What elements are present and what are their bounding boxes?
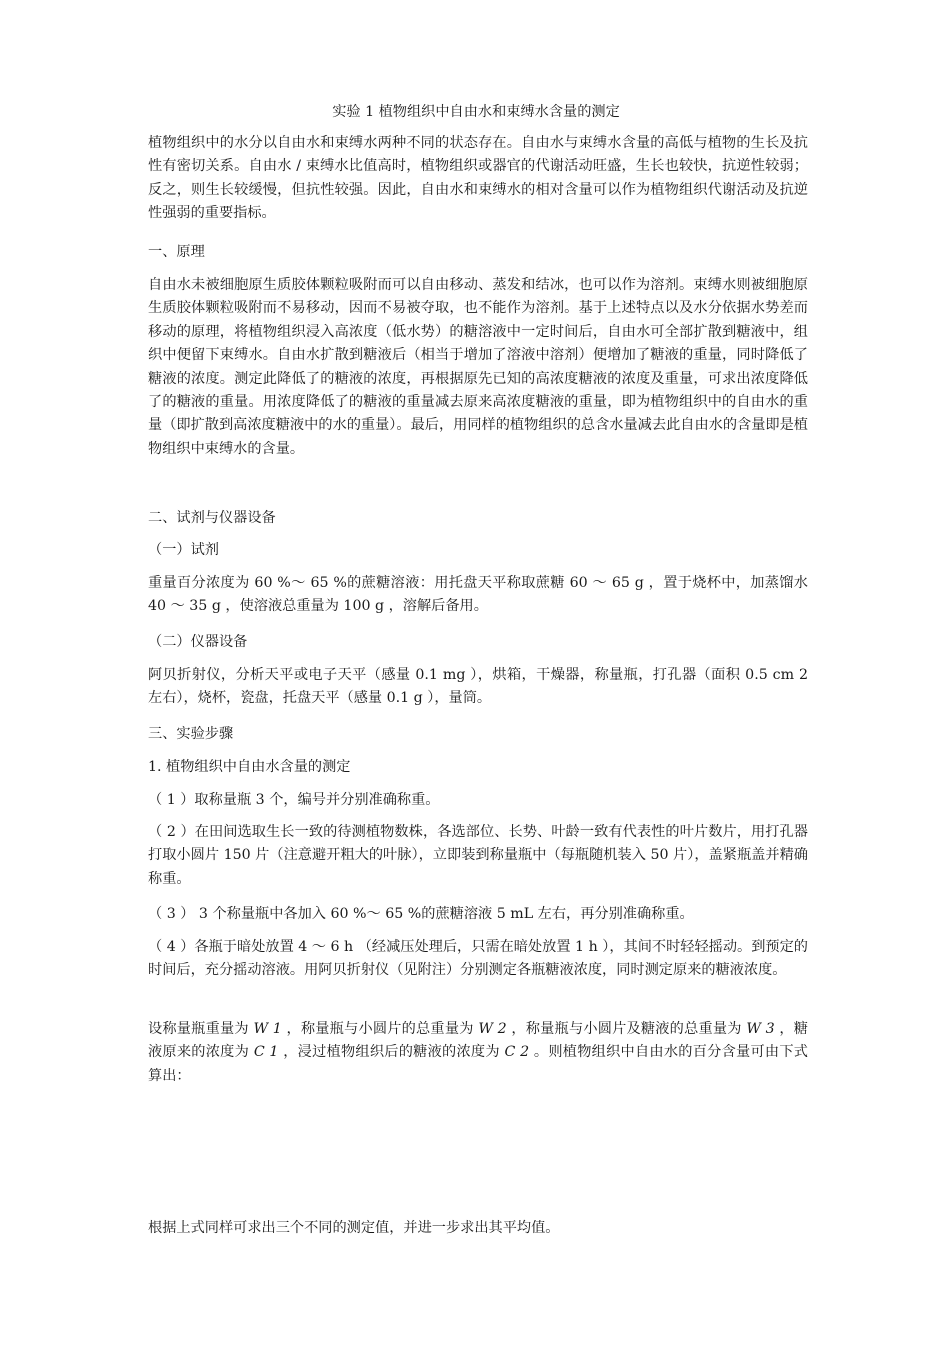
page-title: 实验 1 植物组织中自由水和束缚水含量的测定 bbox=[332, 104, 620, 120]
closing-paragraph: 根据上式同样可求出三个不同的测定值，并进一步求出其平均值。 bbox=[148, 1220, 560, 1236]
intro-text: 植物组织中的水分以自由水和束缚水两种不同的状态存在。自由水与束缚水含量的高低与植物的生长及抗性有密切关系。自由水 / 束缚水比值高时，植物组织或器官的代谢活动旺盛，生长也较快，抗逆性较弱；反之，则生长较缓慢，但抗性较强。因此，自由水和束缚水的相对含量可以作为植物组织代谢活动及抗逆性强弱的重要指标。 bbox=[148, 135, 808, 222]
section-reagents-heading: 二、试剂与仪器设备 bbox=[148, 510, 276, 526]
var-c1: C 1 bbox=[253, 1044, 279, 1061]
step-1: （ 1 ）取称量瓶 3 个，编号并分别准确称重。 bbox=[148, 792, 440, 808]
instruments-body: 阿贝折射仪，分析天平或电子天平（感量 0.1 mg ），烘箱，干燥器，称量瓶，打孔器（面积 0.5 cm 2 左右），烧杯，瓷盘，托盘天平（感量 0.1 g ），量筒。 bbox=[148, 667, 808, 707]
step-4: （ 4 ）各瓶于暗处放置 4 ～ 6 h （经减压处理后，只需在暗处放置 1 h ），其间不时轻轻摇动。到预定的时间后，充分摇动溶液。用阿贝折射仪（见附注）分别测定各瓶糖液浓度，同时测定原来的糖液浓度。 bbox=[148, 939, 808, 979]
section-principle-heading: 一、原理 bbox=[148, 244, 205, 260]
instruments-subheading: （二）仪器设备 bbox=[148, 634, 248, 650]
procedure-step-heading: 1. 植物组织中自由水含量的测定 bbox=[148, 759, 351, 775]
calculation-paragraph: 设称量瓶重量为 W 1 ，称量瓶与小圆片的总重量为 W 2 ，称量瓶与小圆片及糖液的总重量为 W 3 ，糖液原来的浓度为 C 1 ，浸过植物组织后的糖液的浓度为 C 2 。则植物组织中自由水的百分含量可由下式算出： bbox=[148, 1021, 808, 1084]
formula-area bbox=[148, 1100, 804, 1210]
section-principle-body: 自由水未被细胞原生质胶体颗粒吸附而可以自由移动、蒸发和结冰，也可以作为溶剂。束缚水则被细胞原生质胶体颗粒吸附而不易移动，因而不易被夺取，也不能作为溶剂。基于上述特点以及水分依据水势差而移动的原理，将植物组织浸入高浓度（低水势）的糖溶液中一定时间后，自由水可全部扩散到糖液中，组织中便留下束缚水。自由水扩散到糖液后（相当于增加了溶液中溶剂）便增加了糖液的重量，同时降低了糖液的浓度。测定此降低了的糖液的浓度，再根据原先已知的高浓度糖液的浓度及重量，可求出浓度降低了的糖液的重量。用浓度降低了的糖液的重量减去原来高浓度糖液的重量，即为植物组织中的自由水的重量（即扩散到高浓度糖液中的水的重量）。最后，用同样的植物组织的总含水量减去此自由水的含量即是植物组织中束缚水的含量。 bbox=[148, 277, 808, 457]
var-w3: W 3 bbox=[746, 1021, 775, 1037]
section-procedure-heading: 三、实验步骤 bbox=[148, 726, 234, 742]
step-3: （ 3 ） 3 个称量瓶中各加入 60 %～ 65 %的蔗糖溶液 5 mL 左右，再分别准确称重。 bbox=[148, 906, 694, 922]
reagents-subheading: （一）试剂 bbox=[148, 542, 219, 558]
step-2: （ 2 ）在田间选取生长一致的待测植物数株，各选部位、长势、叶龄一致有代表性的叶片数片，用打孔器打取小圆片 150 片（注意避开粗大的叶脉），立即装到称量瓶中（每瓶随机装入 50 片），盖紧瓶盖并精确称重。 bbox=[148, 824, 808, 887]
var-w1: W 1 bbox=[253, 1021, 282, 1037]
intro-paragraph bbox=[148, 132, 808, 226]
var-c2: C 2 bbox=[504, 1044, 530, 1061]
reagents-body: 重量百分浓度为 60 %～ 65 %的蔗糖溶液：用托盘天平称取蔗糖 60 ～ 65 g ，置于烧杯中，加蒸馏水 40 ～ 35 g ，使溶液总重量为 100 g ，溶解后备用。 bbox=[148, 575, 808, 615]
var-w2: W 2 bbox=[478, 1021, 507, 1037]
